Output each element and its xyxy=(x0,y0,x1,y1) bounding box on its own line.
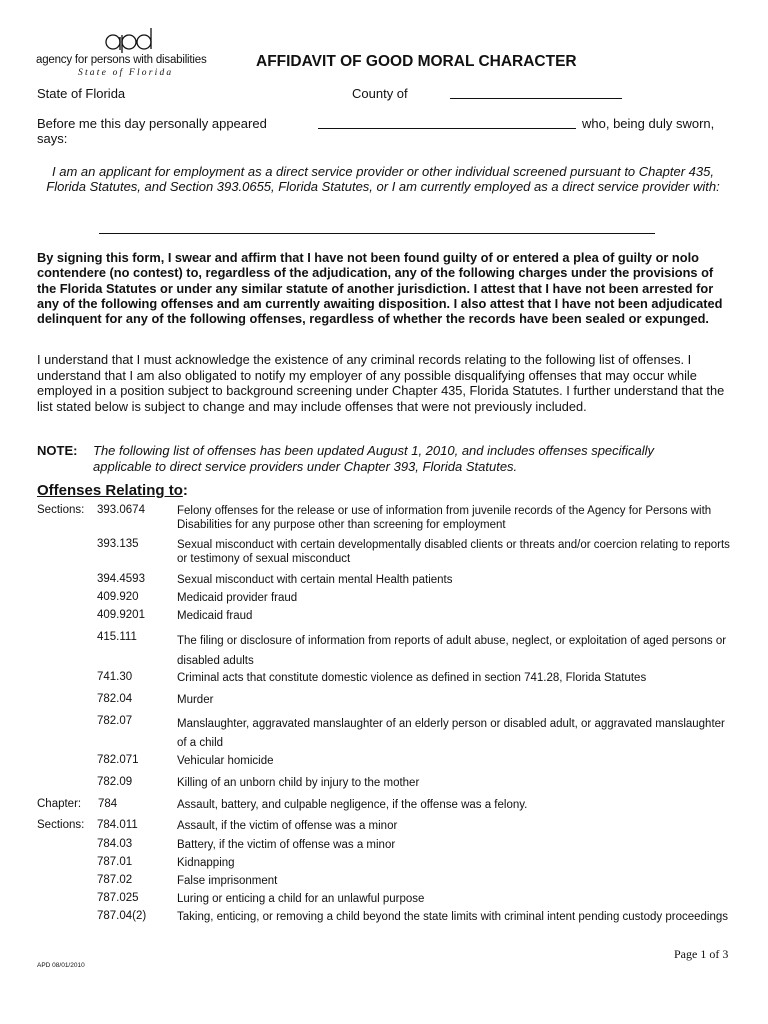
employer-blank-line[interactable] xyxy=(99,233,655,234)
offense-statute-number: 784.011 xyxy=(97,819,138,831)
offense-description: Luring or enticing a child for an unlawful purpose xyxy=(177,893,425,905)
offense-statute-number: 741.30 xyxy=(97,671,133,683)
offense-statute-number: 787.01 xyxy=(97,856,133,868)
sworn-label: who, being duly sworn, xyxy=(582,116,715,131)
page-number: Page 1 of 3 xyxy=(674,947,729,961)
state-label: State of Florida xyxy=(37,86,126,101)
offense-row-label: Sections: xyxy=(37,819,85,831)
offense-statute-number: 782.071 xyxy=(97,754,139,766)
offense-row-label: Sections: xyxy=(37,504,85,516)
offense-description: Assault, if the victim of offense was a minor xyxy=(177,820,398,832)
offense-statute-number: 409.9201 xyxy=(97,609,145,621)
logo-agency-name: agency for persons with disabilities xyxy=(36,54,207,66)
form-id: APD 08/01/2010 xyxy=(37,962,85,969)
offense-description: Battery, if the victim of offense was a minor xyxy=(177,839,396,851)
offense-statute-number: 787.025 xyxy=(97,892,139,904)
intro-statement: I am an applicant for employment as a direct service provider or other individual screened pursuant to Chapter 435, Florida Statutes, and Section 393.0655, Florida Statutes, or I am currently employed as a direct service provider with: xyxy=(46,164,720,194)
offense-description: Medicaid provider fraud xyxy=(177,592,298,604)
offense-description: Felony offenses for the release or use of information from juvenile records of the Agency for Persons with Disabilities for any purpose other than screening for employment xyxy=(177,505,712,531)
offense-statute-number: 782.04 xyxy=(97,693,133,705)
offense-statute-number: 784 xyxy=(98,798,118,810)
offense-description: Manslaughter, aggravated manslaughter of an elderly person or disabled adult, or aggravated manslaughter of a child xyxy=(177,718,725,749)
offense-row-label: Chapter: xyxy=(37,798,82,810)
offense-statute-number: 784.03 xyxy=(97,838,133,850)
offense-statute-number: 393.135 xyxy=(97,538,139,550)
offense-statute-number: 415.111 xyxy=(97,631,137,643)
offenses-heading-text: Offenses Relating to xyxy=(37,482,183,499)
offense-statute-number: 394.4593 xyxy=(97,573,145,585)
offense-description: Taking, enticing, or removing a child beyond the state limits with criminal intent pending custody proceedings xyxy=(177,911,729,923)
offense-description: The filing or disclosure of information from reports of adult abuse, neglect, or exploitation of aged persons or disabled adults xyxy=(177,635,727,667)
county-label: County of xyxy=(352,86,408,101)
note-label: NOTE: xyxy=(37,443,78,458)
offenses-heading-colon: : xyxy=(182,482,188,499)
offense-statute-number: 782.07 xyxy=(97,715,133,727)
name-blank-line[interactable] xyxy=(318,128,576,129)
offense-statute-number: 393.0674 xyxy=(97,504,145,516)
offense-description: Sexual misconduct with certain mental Health patients xyxy=(177,574,453,586)
offense-description: Murder xyxy=(177,694,214,706)
says-label: says: xyxy=(37,131,68,146)
offense-description: Criminal acts that constitute domestic violence as defined in section 741.28, Florida Statutes xyxy=(177,672,647,684)
offense-statute-number: 787.04(2) xyxy=(97,910,147,922)
appeared-label: Before me this day personally appeared xyxy=(37,116,267,131)
offense-description: Killing of an unborn child by injury to the mother xyxy=(177,777,420,789)
offense-statute-number: 782.09 xyxy=(97,776,133,788)
offense-description: Kidnapping xyxy=(177,857,235,869)
understand-paragraph: I understand that I must acknowledge the existence of any criminal records relating to the following list of offenses. I understand that I am also obligated to notify my employer of any possible disqualifying offenses that may occur while employed in a position subject to background screening under Chapter 435, Florida Statutes. I further understand that the list stated below is subject to change and may include offenses that were not previously included. xyxy=(37,352,725,414)
county-blank-line[interactable] xyxy=(450,98,622,99)
offenses-heading xyxy=(37,482,188,499)
apd-logo-mark xyxy=(104,26,154,54)
offense-description: Medicaid fraud xyxy=(177,610,253,622)
sworn-statement: By signing this form, I swear and affirm that I have not been found guilty of or entered a plea of guilty or nolo contendere (no contest) to, regardless of the adjudication, any of the following charges under the provisions of the Florida Statutes or under any similar statute of another jurisdiction. I attest that I have not been arrested for any of the following offenses and am currently awaiting disposition. I also attest that I have not been adjudicated delinquent for any of the following offenses, regardless of whether the records have been sealed or expunged. xyxy=(37,250,723,327)
apd-logo xyxy=(104,26,154,54)
offense-description: Sexual misconduct with certain developmentally disabled clients or threats and/or coercion relating to reports or testimony of sexual misconduct xyxy=(177,539,730,565)
offense-statute-number: 787.02 xyxy=(97,874,133,886)
note-text: The following list of offenses has been updated August 1, 2010, and includes offenses specifically applicable to direct service providers under Chapter 393, Florida Statutes. xyxy=(93,443,655,474)
offense-description: Assault, battery, and culpable negligence, if the offense was a felony. xyxy=(177,799,528,811)
logo-state-name: State of Florida xyxy=(78,68,174,78)
offense-statute-number: 409.920 xyxy=(97,591,139,603)
offense-description: Vehicular homicide xyxy=(177,755,274,767)
document-title: AFFIDAVIT OF GOOD MORAL CHARACTER xyxy=(256,53,577,70)
offense-description: False imprisonment xyxy=(177,875,278,887)
